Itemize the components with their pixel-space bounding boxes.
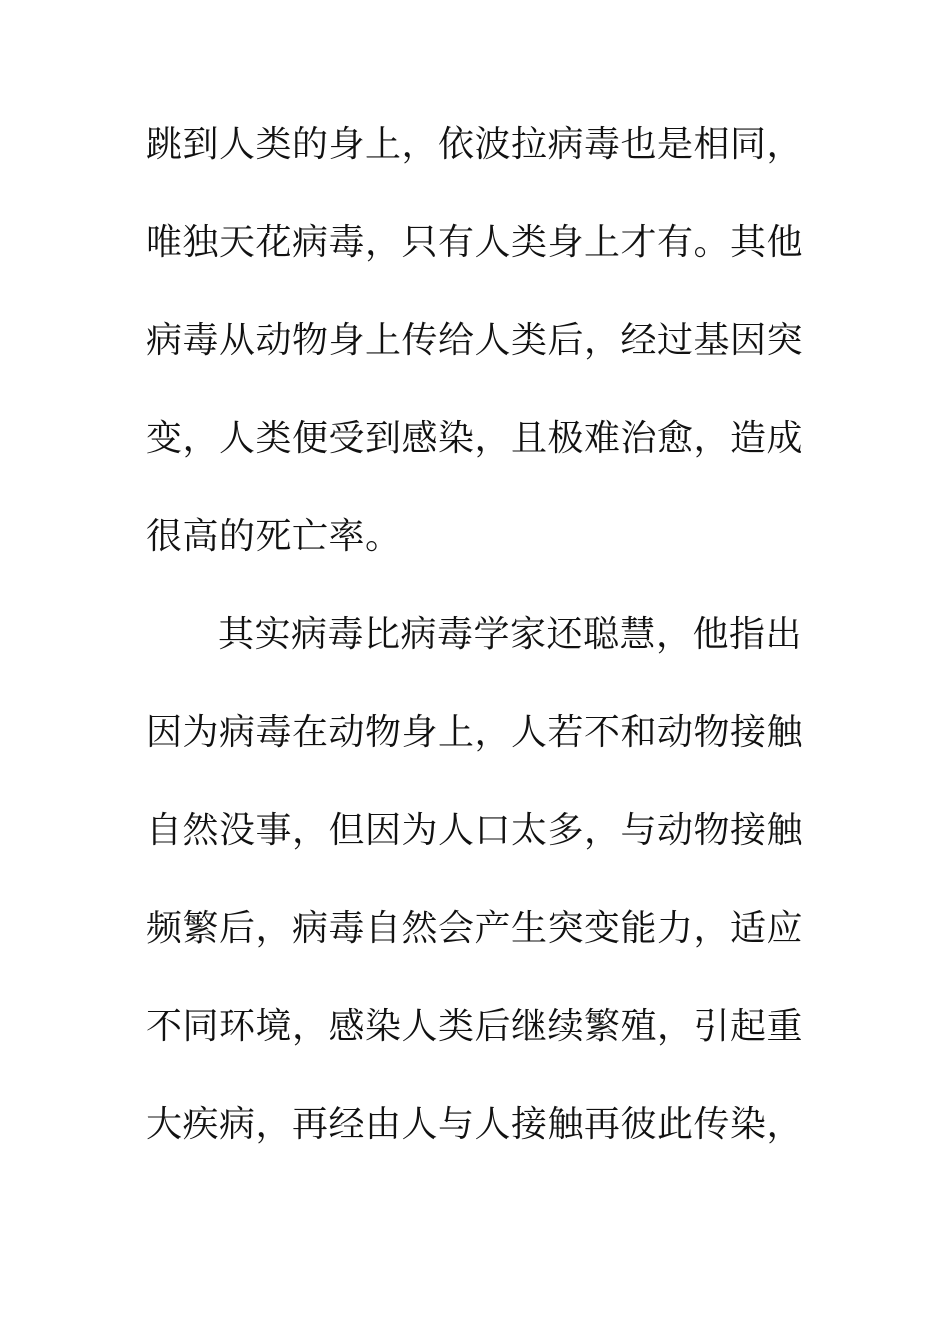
text-line: 自然没事，但因为人口太多，与动物接触: [146, 810, 804, 851]
text-line: 很高的死亡率。: [146, 516, 402, 557]
body-text: [146, 123, 826, 1201]
text-line: 跳到人类的身上，依波拉病毒也是相同，: [146, 124, 804, 165]
text-line: 变，人类便受到感染，且极难治愈，造成: [146, 418, 804, 459]
text-line: 大疾病，再经由人与人接触再彼此传染，: [146, 1104, 804, 1145]
paragraph-first-line: 其实病毒比病毒学家还聪慧，他指出: [218, 614, 803, 655]
text-line: 因为病毒在动物身上，人若不和动物接触: [146, 712, 804, 753]
text-line: 唯独天花病毒，只有人类身上才有。其他: [146, 222, 804, 263]
text-line: 不同环境，感染人类后继续繁殖，引起重: [146, 1006, 804, 1047]
text-line: 病毒从动物身上传给人类后，经过基因突: [146, 320, 804, 361]
text-line: 频繁后，病毒自然会产生突变能力，适应: [146, 908, 804, 949]
